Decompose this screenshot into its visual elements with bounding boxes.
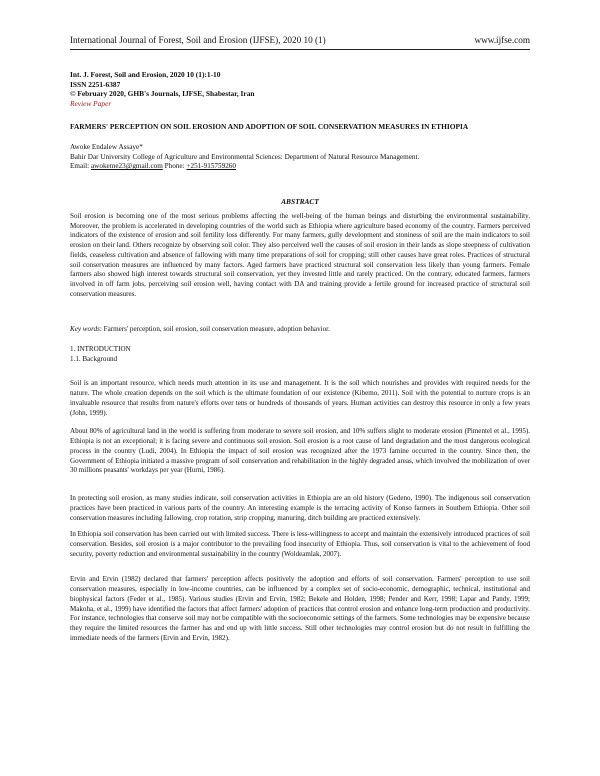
author-affiliation: Bahir Dar University College of Agriculture and Environmental Sciences: Department of Natural Resource Management. bbox=[70, 152, 420, 161]
author-contact bbox=[70, 162, 530, 172]
abstract-heading: ABSTRACT bbox=[281, 197, 319, 206]
introduction-heading: 1. INTRODUCTION bbox=[70, 345, 131, 353]
body-paragraph: About 80% of agricultural land in the world is suffering from moderate to severe soil erosion, and 10% suffers slight to moderate erosion (Pimentel et al., 1995). Ethiopia is not an exceptional; it is facing severe and continuous soil erosion. Soil erosion is a root cause of land degradation and the most dangerous ecological process in the country (Ludi, 2004). In Ethiopia the impact of soil erosion was recognized after the 1973 famine occurred in the country. Since then, the Government of Ethiopia initiated a massive program of soil conservation and rehabilitation in the highly degraded areas, which involved the mobilization of over 30 millions peasants' workdays per year (Hurni, 1986). bbox=[70, 427, 530, 475]
keywords-list: : Farmers' perception, soil erosion, soil conservation measure, adoption behavior. bbox=[99, 325, 330, 333]
body-paragraph: In Ethiopia soil conservation has been carried out with limited success. There is less-willingness to accept and maintain the extensively introduced practices of soil conservation. Besides, soil erosion is a major contributor to the prevailing food insecurity of Ethiopia. Thus, soil conservation is vital to the achievement of food security, poverty reduction and environmental sustainability in the country (Woldeamlak, 2007). bbox=[70, 530, 530, 558]
body-paragraph: Soil is an important resource, which needs much attention in its use and management. It is the soil which nourishes and provides with required needs for the nature. The whole creation depends on the soil which is the ultimate foundation of our existence (Kibemo, 2011). Soil with the potential to nurture crops is an invaluable resource that results from nature's efforts over tens or hundreds of thousands of years. Human activities can destroy this resource in only a few years (John, 1999). bbox=[70, 379, 530, 417]
journal-name: International Journal of Forest, Soil and Erosion (IJFSE), 2020 10 (1) bbox=[70, 35, 326, 45]
issn: ISSN 2251-6387 bbox=[70, 79, 121, 89]
abstract-text: Soil erosion is becoming one of the most serious problems affecting the well-being of the human beings and disturbing the environmental sustainability. Moreover, the problem is accelerated in developing countries of the world such as Ethiopia where agriculture based economy of the country. Farmers perceived indicators of the existence of erosion and soil fertility loss differently. For many farmers, gully development and stoniness of soil are the main indicators to soil erosion on their land. Others recognize by observing soil color. They also perceived well the causes of soil erosion in their lands as slope steepness of cultivation fields, ceaseless cultivation and absence of fallowing with many time preparations of soil for cropping; still other causes have great roles. Practices of structural soil conservation measures are influenced by many factors. Aged farmers have practiced structural soil conservation less likely than young farmers. Female farmers also showed high interest towards structural soil conservation, yet they invested little and rarely practiced. On the contrary, educated farmers, farmers involved in off farm jobs, perceiving soil erosion well, having contact with DA and training provide a fertile ground for increased practice of structural soil conservation measures. bbox=[70, 212, 530, 298]
copyright: © February 2020, GHB's Journals, IJFSE, Shabestar, Iran bbox=[70, 89, 255, 99]
author-name: Awoke Endalew Assaye* bbox=[70, 143, 143, 151]
phone-label: Phone: bbox=[162, 162, 187, 171]
publication-meta bbox=[70, 70, 530, 108]
paper-title: FARMERS' PERCEPTION ON SOIL EROSION AND ADOPTION OF SOIL CONSERVATION MEASURES IN ETHIOPIA bbox=[70, 122, 469, 131]
body-paragraph: In protecting soil erosion, as many studies indicate, soil conservation activities in Ethiopia are an old history (Gedeno, 1990). The indigenous soil conservation practices have been practiced in various parts of the country. An interesting example is the terracing activity of Konso farmers in Southern Ethiopia. Other soil conservation measures including fallowing, crop rotation, strip cropping, manuring, ditch building are practiced extensively. bbox=[70, 494, 530, 522]
keywords-label: Key words bbox=[70, 325, 100, 333]
running-header bbox=[70, 35, 530, 50]
journal-url[interactable]: www.ijfse.com bbox=[474, 35, 530, 45]
paper-type: Review Paper bbox=[70, 98, 112, 108]
author-email[interactable]: awokeme23@gmail.com bbox=[90, 162, 163, 171]
background-heading: 1.1. Background bbox=[70, 354, 118, 363]
citation: Int. J. Forest, Soil and Erosion, 2020 10 (1):1-10 bbox=[70, 70, 221, 79]
body-paragraph: Ervin and Ervin (1982) declared that farmers' perception affects positively the adoption and efforts of soil conservation. Farmers' perception to use soil conservation measures, especially in low-income countries, can be influenced by a complex set of socio-economic, demographic, technical, institutional and biophysical factors (Feder et al., 1985). Various studies (Ervin and Ervin, 1982; Bekele and Holden, 1998; Pender and Kerr, 1998; Lapar and Pandy, 1999; Makoha, et al., 1999) have identified the factors that affect farmers' adoption of practices that control erosion and enhance long-term production and productivity. For instance, technologies that conserve soil may not be compatible with the socioeconomic settings of the farmers. Some technologies may be expensive because they require the limited resources the farmer has and end up with little success. Still other technologies may control erosion but do not result in fulfilling the immediate needs of the farmers (Ervin and Ervin, 1982). bbox=[70, 575, 530, 643]
section-heading bbox=[70, 345, 131, 364]
author-phone[interactable]: +251-915759260 bbox=[186, 162, 236, 171]
author-block bbox=[70, 143, 530, 172]
keywords bbox=[70, 325, 530, 333]
email-label: Email: bbox=[70, 162, 91, 171]
